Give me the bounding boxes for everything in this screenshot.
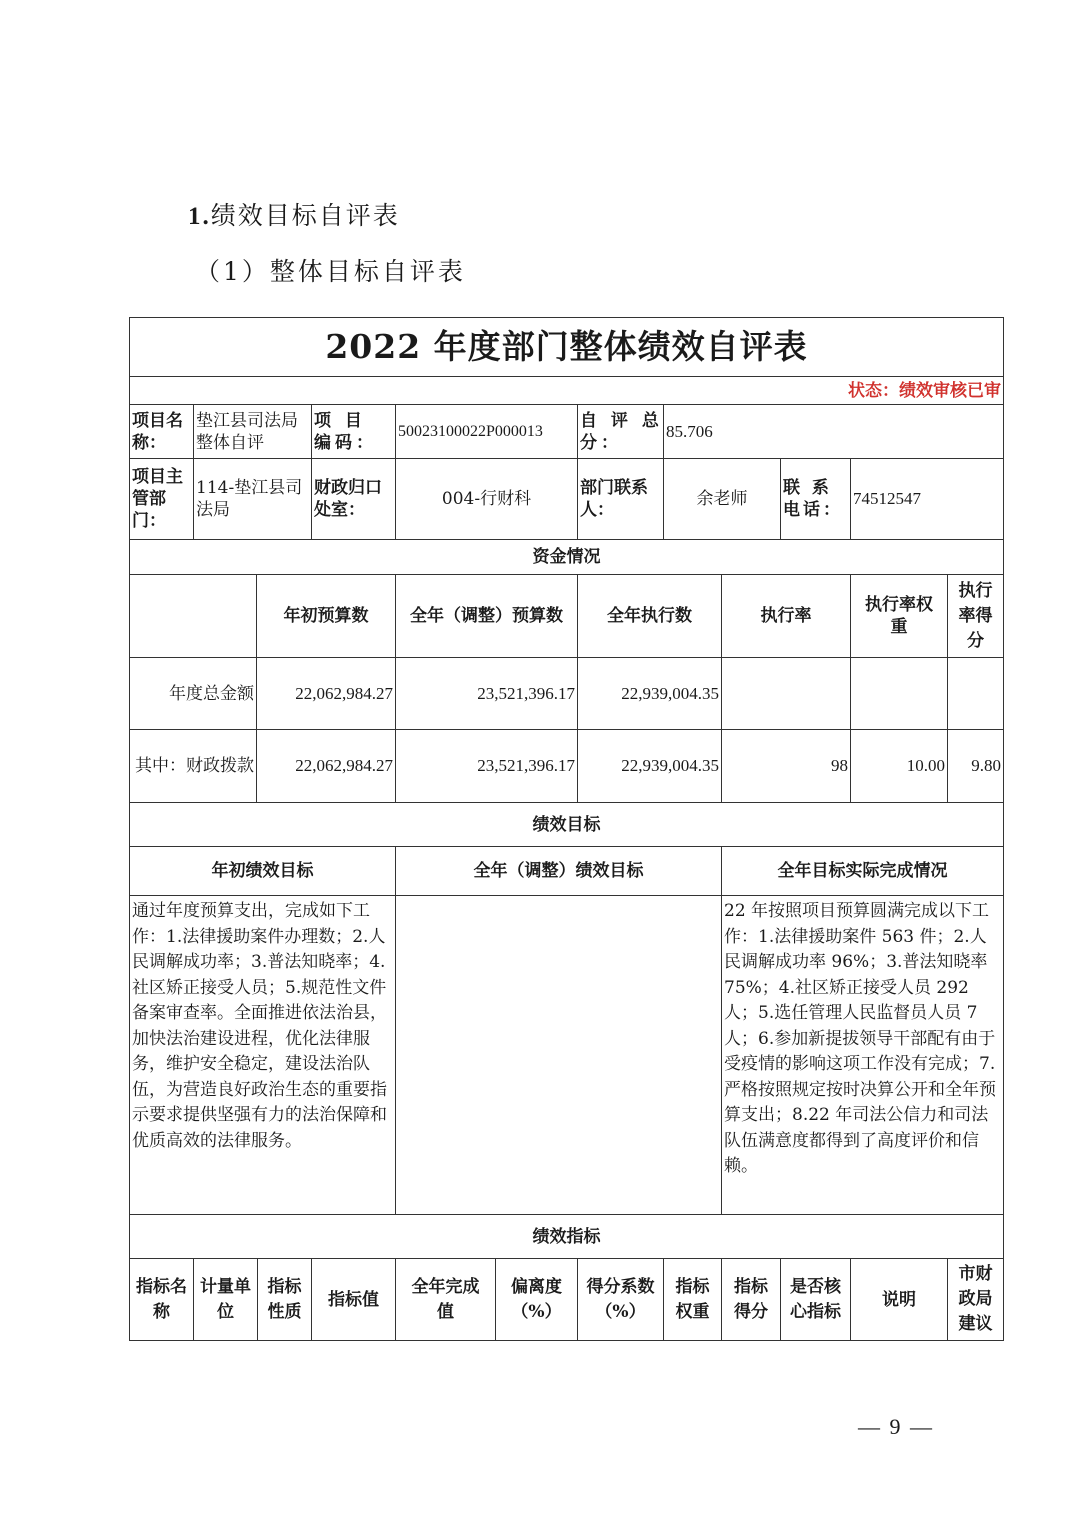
section-number: 1. [188,203,211,230]
self-score-value: 85.706 [663,404,1003,458]
indicator-header-score: 指标得分 [721,1258,780,1340]
phone-value: 74512547 [850,458,1003,539]
funds-cell-weight [850,657,947,729]
funds-header-rate: 执行率 [721,574,850,657]
funds-cell-rate [721,657,850,729]
funds-header-blank [130,574,256,657]
section-heading [188,196,400,232]
project-name-value: 垫江县司法局整体自评 [193,404,311,458]
funds-row-label: 年度总金额 [130,657,256,729]
funds-header-weight: 执行率权重 [850,574,947,657]
dept-label: 项目主管部门： [130,458,193,539]
indicator-header-deviation: 偏离度（%） [495,1258,577,1340]
goals-header-actual: 全年目标实际完成情况 [721,846,1003,895]
self-evaluation-table [129,317,1004,1341]
indicator-header-value: 指标值 [311,1258,395,1340]
finance-office-label: 财政归口处室： [311,458,395,539]
funds-cell-initial: 22,062,984.27 [256,657,395,729]
funds-row-label: 其中：财政拨款 [130,729,256,802]
funds-header-executed: 全年执行数 [577,574,721,657]
indicators-section-header: 绩效指标 [130,1214,1003,1258]
phone-label: 联 系 电话： [780,458,850,539]
funds-cell-score: 9.80 [947,729,1003,802]
funds-cell-rate: 98 [721,729,850,802]
funds-cell-weight: 10.00 [850,729,947,802]
indicator-header-nature: 指标性质 [257,1258,311,1340]
self-score-label: 自 评 总分： [577,404,663,458]
table-title: 2022 年度部门整体绩效自评表 [325,327,808,366]
section-title: 绩效目标自评表 [210,201,400,230]
page-number: — 9 — [858,1414,934,1439]
dept-value: 114-垫江县司法局 [193,458,311,539]
status-text: 状态：绩效审核已审 [130,376,1003,404]
indicator-header-note: 说明 [850,1258,947,1340]
indicator-header-weight: 指标权重 [663,1258,721,1340]
indicator-header-unit: 计量单位 [193,1258,257,1340]
funds-header-adjusted: 全年（调整）预算数 [395,574,577,657]
funds-cell-adjusted: 23,521,396.17 [395,657,577,729]
funds-header-initial: 年初预算数 [256,574,395,657]
goals-header-adjusted: 全年（调整）绩效目标 [395,846,721,895]
funds-cell-initial: 22,062,984.27 [256,729,395,802]
finance-office-value: 004-行财科 [395,458,577,539]
goals-initial-text: 通过年度预算支出，完成如下工作：1.法律援助案件办理数；2.人民调解成功率；3.普法知晓率；4.社区矫正接受人员；5.规范性文件备案审查率。全面推进依法治县，加快法治建设进程，优化法律服务，维护安全稳定，建设法治队伍，为营造良好政治生态的重要指示要求提供坚强有力的法治保障和优质高效的法律服务。 [130,895,395,1214]
project-code-value: 50023100022P000013 [395,404,577,458]
funds-cell-executed: 22,939,004.35 [577,657,721,729]
goals-header-initial: 年初绩效目标 [130,846,395,895]
project-name-label: 项目名称： [130,404,193,458]
subsection-heading: （1）整体目标自评表 [195,257,466,286]
contact-label: 部门联系人： [577,458,663,539]
funds-section-header: 资金情况 [130,539,1003,574]
goals-section-header: 绩效目标 [130,802,1003,846]
goals-adjusted-text [395,895,721,1214]
funds-cell-score [947,657,1003,729]
funds-cell-executed: 22,939,004.35 [577,729,721,802]
indicator-header-name: 指标名称 [130,1258,193,1340]
indicator-header-coefficient: 得分系数（%） [577,1258,663,1340]
funds-header-score: 执行率得分 [947,574,1003,657]
project-code-label: 项 目 编码： [311,404,395,458]
contact-value: 余老师 [663,458,780,539]
goals-actual-text: 22 年按照项目预算圆满完成以下工作：1.法律援助案件 563 件；2.人民调解成功率 96%；3.普法知晓率 75%；4.社区矫正接受人员 292 人；5.选任管理人民监督员人员 7 人；6.参加新提拔领导干部配有由于受疫情的影响这项工作没有完成；7.严格按照规定按时决算公开和全年预算支出；8.22 年司法公信力和司法队伍满意度都得到了高度评价和信赖。 [721,895,1003,1214]
indicator-header-completed: 全年完成值 [395,1258,495,1340]
funds-cell-adjusted: 23,521,396.17 [395,729,577,802]
indicator-header-core: 是否核心指标 [780,1258,850,1340]
indicator-header-suggestion: 市财政局建议 [947,1258,1003,1340]
